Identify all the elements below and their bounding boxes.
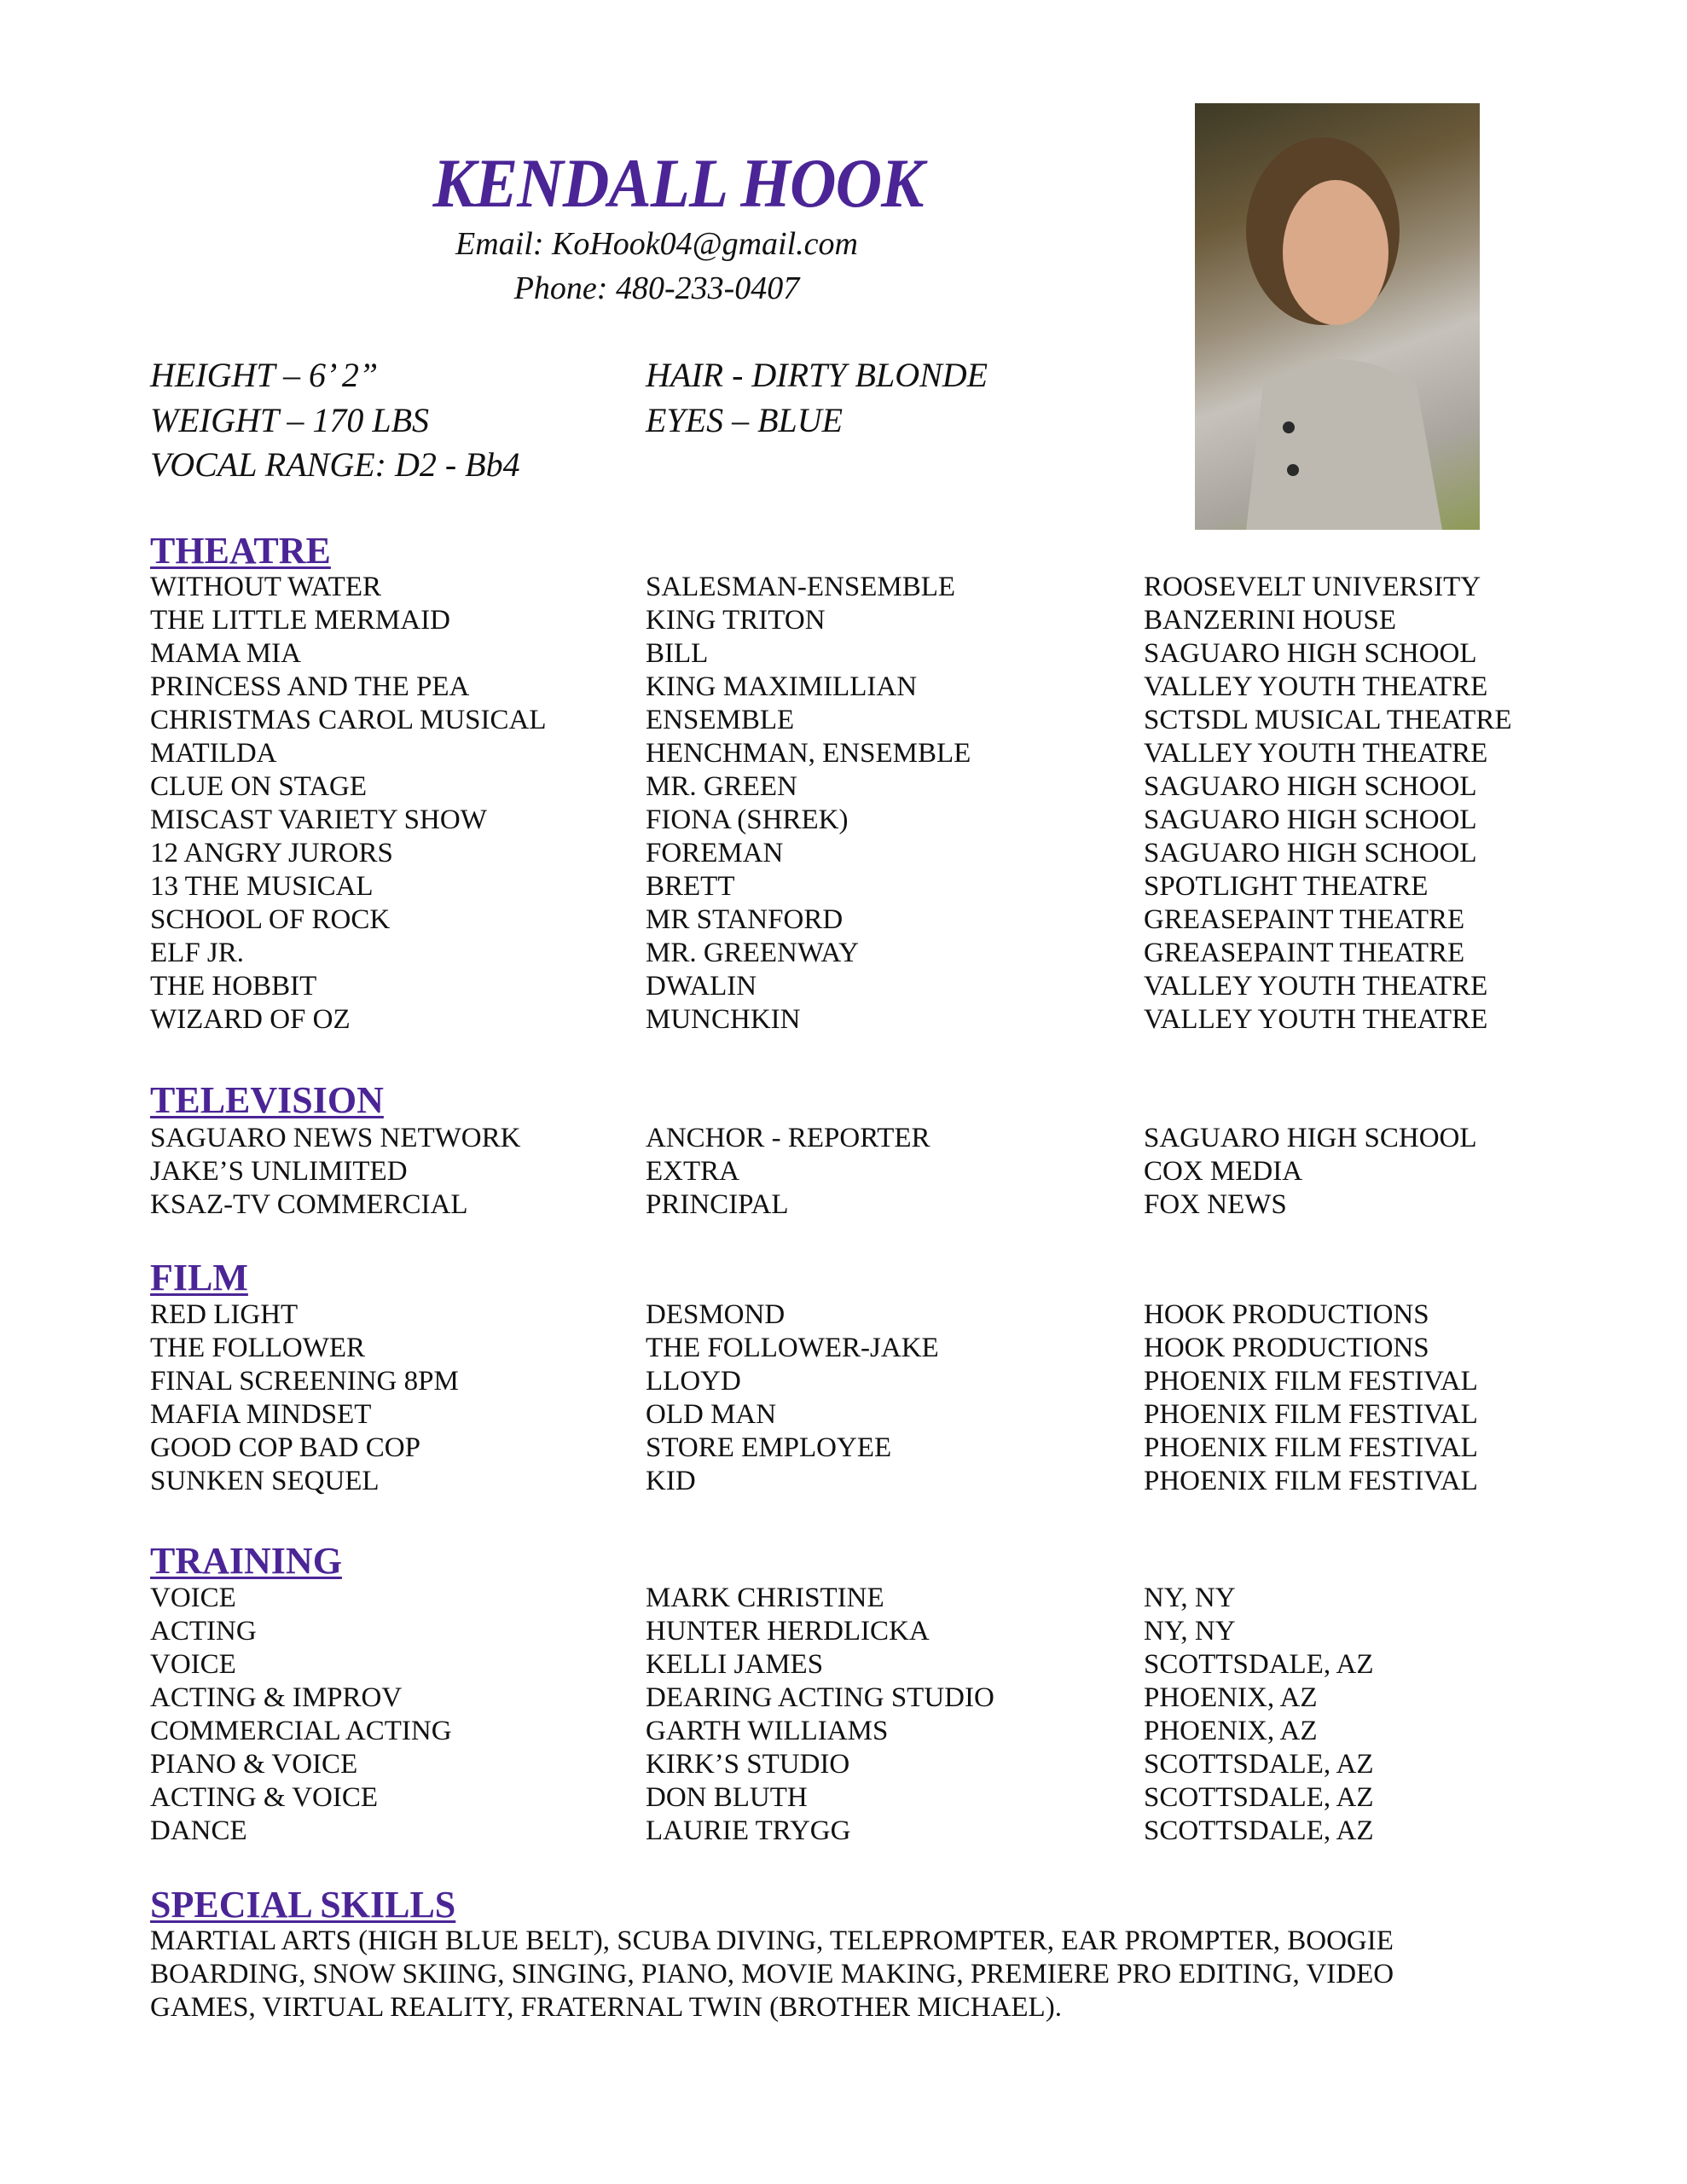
- credit-venue: FOX NEWS: [1144, 1189, 1287, 1220]
- stat-height: HEIGHT – 6’ 2”: [150, 356, 379, 394]
- credit-row: [150, 1432, 1549, 1465]
- credit-role: ENSEMBLE: [646, 705, 795, 735]
- credit-venue: SAGUARO HIGH SCHOOL: [1144, 638, 1477, 669]
- credit-row: [150, 571, 1549, 604]
- credit-venue: PHOENIX FILM FESTIVAL: [1144, 1466, 1478, 1496]
- credit-role: BILL: [646, 638, 709, 669]
- credit-row: [150, 1748, 1549, 1781]
- credit-venue: SAGUARO HIGH SCHOOL: [1144, 804, 1477, 835]
- credit-venue: SCOTTSDALE, AZ: [1144, 1749, 1374, 1780]
- credit-production: CLUE ON STAGE: [150, 771, 368, 802]
- credit-production: ACTING & VOICE: [150, 1782, 379, 1813]
- credit-production: PRINCESS AND THE PEA: [150, 671, 470, 702]
- special-skills-text: MARTIAL ARTS (HIGH BLUE BELT), SCUBA DIVING, TELEPROMPTER, EAR PROMPTER, BOOGIE BOARDING, SNOW SKIING, SINGING, PIANO, MOVIE MAKING, PREMIERE PRO EDITING, VIDEO GAMES, VIRTUAL REALITY, FRATERNAL TWIN (BROTHER MICHAEL).: [150, 1926, 1394, 2023]
- credit-venue: BANZERINI HOUSE: [1144, 605, 1397, 636]
- credit-production: WIZARD OF OZ: [150, 1004, 351, 1035]
- credit-row: [150, 1188, 1549, 1222]
- credit-role: FIONA (SHREK): [646, 804, 849, 835]
- credit-production: JAKE’S UNLIMITED: [150, 1156, 408, 1187]
- credit-venue: PHOENIX, AZ: [1144, 1682, 1318, 1713]
- credit-production: 13 THE MUSICAL: [150, 871, 374, 902]
- credit-role: DWALIN: [646, 971, 757, 1002]
- credit-row: [150, 1332, 1549, 1365]
- credit-row: [150, 1781, 1549, 1815]
- credit-row: [150, 1122, 1549, 1155]
- credit-production: RED LIGHT: [150, 1299, 299, 1330]
- stat-eyes: EYES – BLUE: [646, 401, 844, 439]
- credit-production: SAGUARO NEWS NETWORK: [150, 1123, 521, 1153]
- credit-production: GOOD COP BAD COP: [150, 1432, 420, 1463]
- credit-role: LLOYD: [646, 1366, 741, 1397]
- credit-venue: PHOENIX FILM FESTIVAL: [1144, 1399, 1478, 1430]
- credit-role: MR. GREENWAY: [646, 938, 859, 968]
- credit-production: PIANO & VOICE: [150, 1749, 358, 1780]
- phone: Phone: 480-233-0407: [513, 270, 800, 306]
- credit-row: [150, 1582, 1549, 1615]
- credit-role: DON BLUTH: [646, 1782, 808, 1813]
- credit-production: THE HOBBIT: [150, 971, 317, 1002]
- credit-row: [150, 970, 1549, 1003]
- credit-role: KELLI JAMES: [646, 1649, 824, 1680]
- credit-role: HUNTER HERDLICKA: [646, 1616, 930, 1647]
- credit-production: SUNKEN SEQUEL: [150, 1466, 380, 1496]
- credit-role: ANCHOR - REPORTER: [646, 1123, 930, 1153]
- credit-venue: COX MEDIA: [1144, 1156, 1303, 1187]
- credit-row: [150, 1648, 1549, 1682]
- stat-weight: WEIGHT – 170 LBS: [150, 401, 430, 439]
- credit-production: VOICE: [150, 1583, 236, 1613]
- section-heading-television: TELEVISION: [150, 1079, 384, 1121]
- credit-role: EXTRA: [646, 1156, 739, 1187]
- credit-venue: HOOK PRODUCTIONS: [1144, 1333, 1429, 1363]
- credit-venue: SCTSDL MUSICAL THEATRE: [1144, 705, 1512, 735]
- credit-production: ACTING: [150, 1616, 257, 1647]
- credit-venue: GREASEPAINT THEATRE: [1144, 904, 1465, 935]
- credit-role: MR. GREEN: [646, 771, 797, 802]
- credit-role: OLD MAN: [646, 1399, 777, 1430]
- credit-role: DEARING ACTING STUDIO: [646, 1682, 994, 1713]
- credit-row: [150, 770, 1549, 804]
- credit-role: KIRK’S STUDIO: [646, 1749, 850, 1780]
- section-heading-theatre: THEATRE: [150, 530, 331, 572]
- credit-venue: VALLEY YOUTH THEATRE: [1144, 671, 1488, 702]
- credit-row: [150, 804, 1549, 837]
- credit-role: KID: [646, 1466, 696, 1496]
- credit-venue: GREASEPAINT THEATRE: [1144, 938, 1465, 968]
- credit-production: COMMERCIAL ACTING: [150, 1716, 452, 1746]
- credit-row: [150, 637, 1549, 671]
- credit-row: [150, 1682, 1549, 1715]
- credit-role: STORE EMPLOYEE: [646, 1432, 892, 1463]
- credit-venue: ROOSEVELT UNIVERSITY: [1144, 572, 1481, 602]
- credit-venue: VALLEY YOUTH THEATRE: [1144, 1004, 1488, 1035]
- credit-role: THE FOLLOWER-JAKE: [646, 1333, 939, 1363]
- credit-venue: VALLEY YOUTH THEATRE: [1144, 971, 1488, 1002]
- credit-row: [150, 1155, 1549, 1188]
- television-list: [150, 1122, 1549, 1222]
- credit-production: MAFIA MINDSET: [150, 1399, 372, 1430]
- section-heading-special-skills: SPECIAL SKILLS: [150, 1884, 456, 1926]
- credit-venue: SCOTTSDALE, AZ: [1144, 1649, 1374, 1680]
- credit-row: [150, 1465, 1549, 1498]
- credit-production: CHRISTMAS CAROL MUSICAL: [150, 705, 547, 735]
- credit-venue: SPOTLIGHT THEATRE: [1144, 871, 1429, 902]
- credit-venue: SAGUARO HIGH SCHOOL: [1144, 1123, 1477, 1153]
- section-heading-training: TRAINING: [150, 1540, 342, 1582]
- theatre-list: [150, 571, 1549, 1037]
- credit-role: SALESMAN-ENSEMBLE: [646, 572, 956, 602]
- credit-role: PRINCIPAL: [646, 1189, 789, 1220]
- credit-venue: PHOENIX FILM FESTIVAL: [1144, 1366, 1478, 1397]
- credit-row: [150, 1615, 1549, 1648]
- credit-row: [150, 671, 1549, 704]
- credit-row: [150, 1715, 1549, 1748]
- credit-production: FINAL SCREENING 8PM: [150, 1366, 459, 1397]
- credit-row: [150, 1003, 1549, 1037]
- credit-production: DANCE: [150, 1815, 247, 1846]
- headshot-photo: [1195, 103, 1480, 530]
- credit-row: [150, 837, 1549, 870]
- credit-role: BRETT: [646, 871, 735, 902]
- credit-production: 12 ANGRY JURORS: [150, 838, 393, 868]
- credit-row: [150, 903, 1549, 937]
- stat-vocal-range: VOCAL RANGE: D2 - Bb4: [150, 445, 520, 484]
- credit-production: ELF JR.: [150, 938, 245, 968]
- credit-venue: SCOTTSDALE, AZ: [1144, 1815, 1374, 1846]
- credit-row: [150, 1398, 1549, 1432]
- credit-row: [150, 1365, 1549, 1398]
- credit-row: [150, 604, 1549, 637]
- credit-production: KSAZ-TV COMMERCIAL: [150, 1189, 468, 1220]
- credit-row: [150, 1815, 1549, 1848]
- credit-role: GARTH WILLIAMS: [646, 1716, 889, 1746]
- credit-venue: HOOK PRODUCTIONS: [1144, 1299, 1429, 1330]
- credit-row: [150, 737, 1549, 770]
- stat-hair: HAIR - DIRTY BLONDE: [646, 356, 988, 394]
- credit-production: MISCAST VARIETY SHOW: [150, 804, 487, 835]
- credit-production: VOICE: [150, 1649, 236, 1680]
- credit-venue: SAGUARO HIGH SCHOOL: [1144, 771, 1477, 802]
- credit-venue: NY, NY: [1144, 1616, 1236, 1647]
- email: Email: KoHook04@gmail.com: [455, 226, 858, 262]
- credit-role: HENCHMAN, ENSEMBLE: [646, 738, 971, 769]
- credit-production: THE LITTLE MERMAID: [150, 605, 450, 636]
- credit-role: KING TRITON: [646, 605, 826, 636]
- credit-role: LAURIE TRYGG: [646, 1815, 851, 1846]
- credit-production: MATILDA: [150, 738, 277, 769]
- credit-venue: PHOENIX, AZ: [1144, 1716, 1318, 1746]
- credit-role: MUNCHKIN: [646, 1004, 801, 1035]
- section-heading-film: FILM: [150, 1257, 248, 1298]
- credit-production: MAMA MIA: [150, 638, 301, 669]
- credit-production: SCHOOL OF ROCK: [150, 904, 391, 935]
- credit-venue: PHOENIX FILM FESTIVAL: [1144, 1432, 1478, 1463]
- credit-production: THE FOLLOWER: [150, 1333, 366, 1363]
- actor-name: KENDALL HOOK: [432, 144, 924, 222]
- credit-venue: SAGUARO HIGH SCHOOL: [1144, 838, 1477, 868]
- credit-role: MARK CHRISTINE: [646, 1583, 884, 1613]
- credit-venue: SCOTTSDALE, AZ: [1144, 1782, 1374, 1813]
- credit-role: DESMOND: [646, 1299, 786, 1330]
- credit-role: KING MAXIMILLIAN: [646, 671, 918, 702]
- credit-venue: VALLEY YOUTH THEATRE: [1144, 738, 1488, 769]
- credit-production: ACTING & IMPROV: [150, 1682, 403, 1713]
- credit-row: [150, 704, 1549, 737]
- credit-row: [150, 937, 1549, 970]
- credit-venue: NY, NY: [1144, 1583, 1236, 1613]
- credit-row: [150, 1298, 1549, 1332]
- credit-row: [150, 870, 1549, 903]
- training-list: [150, 1582, 1549, 1848]
- credit-role: FOREMAN: [646, 838, 784, 868]
- film-list: [150, 1298, 1549, 1498]
- credit-role: MR STANFORD: [646, 904, 844, 935]
- credit-production: WITHOUT WATER: [150, 572, 381, 602]
